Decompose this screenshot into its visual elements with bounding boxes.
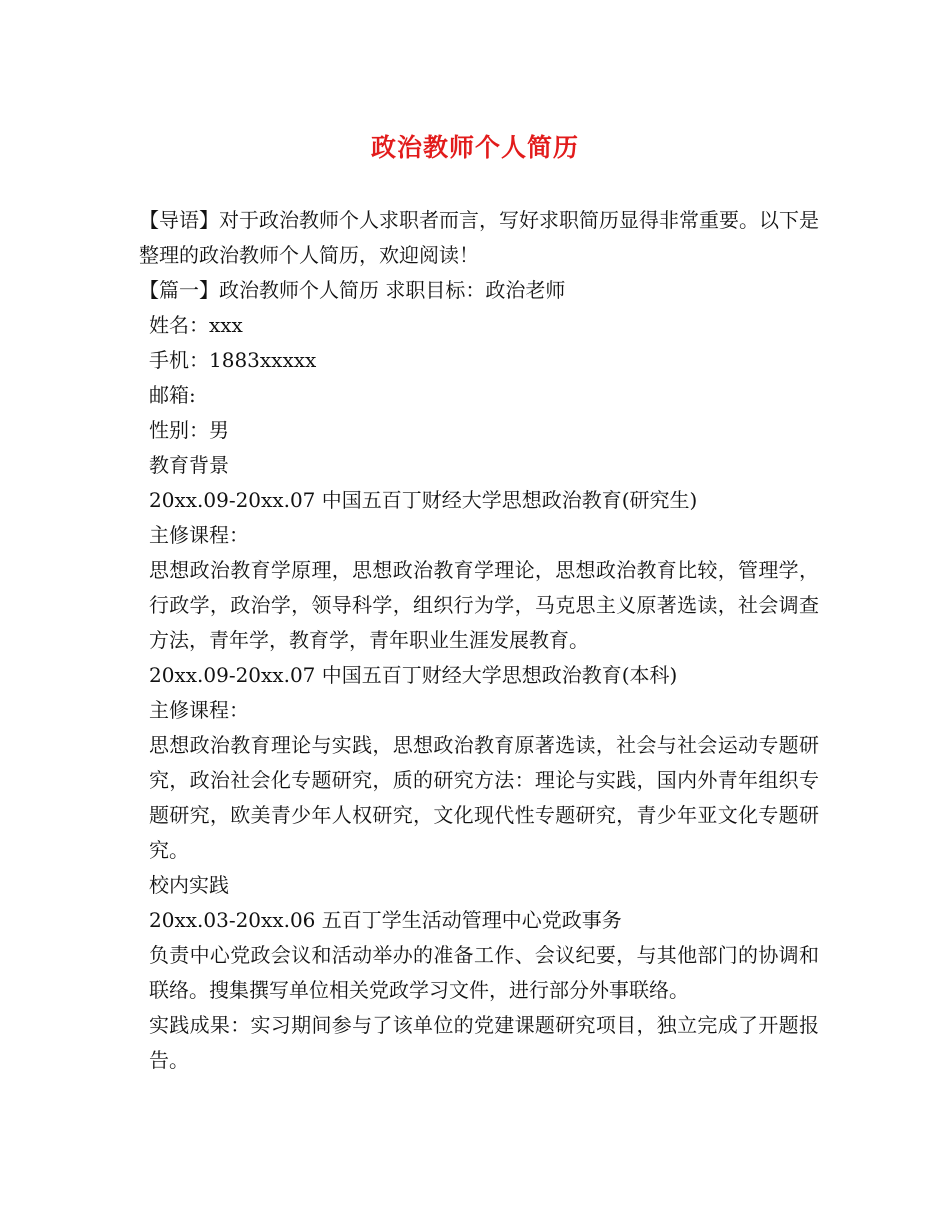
education-heading: 教育背景 (149, 453, 229, 477)
section-heading-part-one: 【篇一】政治教师个人简历 求职目标：政治老师 (139, 278, 566, 302)
gender-line: 性别：男 (149, 418, 229, 442)
practice-results: 实践成果：实习期间参与了该单位的党建课题研究项目，独立完成了开题报告。 (149, 1013, 819, 1072)
education-entry-graduate: 20xx.09-20xx.07 中国五百丁财经大学思想政治教育(研究生) (149, 488, 698, 512)
courses-label-undergraduate: 主修课程： (149, 698, 249, 722)
email-line: 邮箱: (149, 383, 196, 407)
courses-list-graduate: 思想政治教育学原理，思想政治教育学理论，思想政治教育比较，管理学，行政学，政治学，领导科学，组织行为学，马克思主义原著选读，社会调查方法，青年学，教育学，青年职业生涯发展教育。 (149, 558, 819, 652)
practice-entry: 20xx.03-20xx.06 五百丁学生活动管理中心党政事务 (149, 908, 622, 932)
education-entry-undergraduate: 20xx.09-20xx.07 中国五百丁财经大学思想政治教育(本科) (149, 663, 678, 687)
practice-duties: 负责中心党政会议和活动举办的准备工作、会议纪要，与其他部门的协调和联络。搜集撰写单位相关党政学习文件，进行部分外事联络。 (149, 943, 819, 1002)
courses-label-graduate: 主修课程： (149, 523, 249, 547)
intro-paragraph: 【导语】对于政治教师个人求职者而言，写好求职简历显得非常重要。以下是整理的政治教师个人简历，欢迎阅读！ (139, 208, 819, 267)
document-title: 政治教师个人简历 (370, 133, 579, 162)
name-line: 姓名：xxx (149, 313, 243, 337)
campus-practice-heading: 校内实践 (149, 873, 229, 897)
courses-list-undergraduate: 思想政治教育理论与实践，思想政治教育原著选读，社会与社会运动专题研究，政治社会化专题研究，质的研究方法：理论与实践，国内外青年组织专题研究，欧美青少年人权研究，文化现代性专题研究，青少年亚文化专题研究。 (149, 733, 819, 862)
phone-line: 手机：1883xxxxx (149, 348, 317, 372)
document-body (139, 203, 819, 1078)
